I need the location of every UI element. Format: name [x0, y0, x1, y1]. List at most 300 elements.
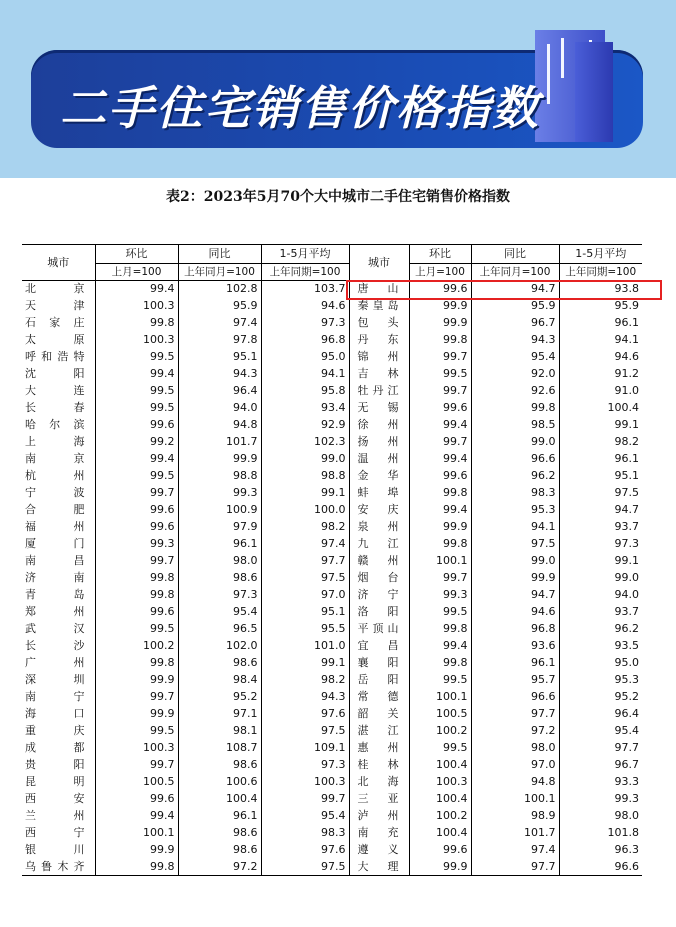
city-name-right: 九 江 — [349, 536, 409, 553]
table-row — [22, 315, 642, 332]
city-name-left: 广 州 — [25, 656, 85, 669]
value-yoy-left: 98.4 — [178, 672, 261, 689]
value-mom-left: 99.3 — [95, 536, 178, 553]
value-yoy-right: 101.7 — [471, 825, 559, 842]
value-avg-left: 95.8 — [261, 383, 349, 400]
value-yoy-left: 99.3 — [178, 485, 261, 502]
city-name-right: 秦皇岛 — [349, 298, 409, 315]
value-mom-right: 99.9 — [409, 859, 471, 876]
table-row — [22, 570, 642, 587]
value-mom-right: 99.9 — [409, 519, 471, 536]
value-yoy-left: 100.4 — [178, 791, 261, 808]
city-name-right: 岳 阳 — [349, 672, 409, 689]
value-mom-right: 99.4 — [409, 638, 471, 655]
value-yoy-left: 100.9 — [178, 502, 261, 519]
value-mom-right: 99.3 — [409, 587, 471, 604]
value-mom-left: 99.9 — [95, 842, 178, 859]
city-name-left: 北 京 — [25, 282, 85, 296]
city-name-left: 贵 阳 — [25, 758, 85, 771]
subheader-yoy-right: 上年同月=100 — [471, 264, 559, 281]
table-row — [22, 587, 642, 604]
value-yoy-right: 98.5 — [471, 417, 559, 434]
city-name-left: 兰 州 — [25, 809, 85, 822]
city-name-right: 平顶山 — [349, 621, 409, 638]
value-avg-right: 93.5 — [559, 638, 642, 655]
value-mom-right: 99.6 — [409, 400, 471, 417]
value-avg-left: 97.5 — [261, 859, 349, 876]
value-yoy-left: 97.3 — [178, 587, 261, 604]
value-avg-right: 96.1 — [559, 451, 642, 468]
table-row — [22, 417, 642, 434]
value-yoy-right: 96.8 — [471, 621, 559, 638]
table-row — [22, 536, 642, 553]
city-name-left: 郑 州 — [25, 605, 85, 618]
value-yoy-right: 99.9 — [471, 570, 559, 587]
table-row — [22, 468, 642, 485]
value-avg-left: 93.4 — [261, 400, 349, 417]
value-avg-right: 91.0 — [559, 383, 642, 400]
value-yoy-right: 96.7 — [471, 315, 559, 332]
value-avg-right: 100.4 — [559, 400, 642, 417]
table-row — [22, 434, 642, 451]
value-avg-right: 96.4 — [559, 706, 642, 723]
city-name-left: 宁 波 — [25, 486, 85, 499]
value-mom-right: 99.5 — [409, 672, 471, 689]
table-row — [22, 723, 642, 740]
value-avg-left: 101.0 — [261, 638, 349, 655]
value-yoy-left: 96.5 — [178, 621, 261, 638]
value-yoy-right: 98.0 — [471, 740, 559, 757]
city-name-right: 徐 州 — [349, 417, 409, 434]
value-mom-left: 99.8 — [95, 315, 178, 332]
value-avg-right: 95.9 — [559, 298, 642, 315]
value-avg-right: 93.7 — [559, 519, 642, 536]
value-avg-left: 99.7 — [261, 791, 349, 808]
table-row — [22, 808, 642, 825]
value-avg-right: 101.8 — [559, 825, 642, 842]
city-name-left: 银 川 — [25, 843, 85, 856]
value-yoy-left: 94.8 — [178, 417, 261, 434]
value-mom-left: 100.3 — [95, 740, 178, 757]
city-name-right: 常 德 — [349, 689, 409, 706]
value-yoy-right: 95.3 — [471, 502, 559, 519]
value-mom-left: 99.5 — [95, 621, 178, 638]
city-name-right: 湛 江 — [349, 723, 409, 740]
value-mom-left: 99.7 — [95, 553, 178, 570]
table-caption: 表2：2023年5月70个大中城市二手住宅销售价格指数 — [166, 189, 510, 205]
table-row — [22, 400, 642, 417]
value-yoy-left: 96.4 — [178, 383, 261, 400]
value-avg-left: 97.6 — [261, 706, 349, 723]
value-yoy-left: 95.9 — [178, 298, 261, 315]
value-yoy-right: 99.0 — [471, 553, 559, 570]
value-avg-left: 98.2 — [261, 519, 349, 536]
table-row — [22, 740, 642, 757]
value-avg-right: 94.7 — [559, 502, 642, 519]
value-yoy-right: 97.2 — [471, 723, 559, 740]
value-avg-right: 93.3 — [559, 774, 642, 791]
city-name-left: 西 宁 — [25, 826, 85, 839]
value-avg-right: 96.1 — [559, 315, 642, 332]
table-row — [22, 519, 642, 536]
table-row — [22, 604, 642, 621]
table-row — [22, 485, 642, 502]
city-name-right: 遵 义 — [349, 842, 409, 859]
value-mom-right: 100.2 — [409, 723, 471, 740]
table-row — [22, 638, 642, 655]
value-yoy-left: 98.0 — [178, 553, 261, 570]
value-avg-left: 92.9 — [261, 417, 349, 434]
value-avg-right: 97.3 — [559, 536, 642, 553]
header-city-right: 城市 — [349, 245, 409, 281]
value-mom-left: 99.6 — [95, 791, 178, 808]
value-yoy-left: 98.6 — [178, 842, 261, 859]
city-name-left: 武 汉 — [25, 622, 85, 635]
value-mom-left: 99.8 — [95, 570, 178, 587]
city-name-right: 赣 州 — [349, 553, 409, 570]
value-yoy-left: 97.4 — [178, 315, 261, 332]
table-row — [22, 689, 642, 706]
value-mom-left: 100.3 — [95, 332, 178, 349]
city-name-left: 长 春 — [25, 401, 85, 414]
value-avg-left: 98.2 — [261, 672, 349, 689]
value-mom-right: 99.5 — [409, 604, 471, 621]
value-avg-left: 97.4 — [261, 536, 349, 553]
value-yoy-right: 94.6 — [471, 604, 559, 621]
city-name-right: 惠 州 — [349, 740, 409, 757]
city-name-right: 安 庆 — [349, 502, 409, 519]
value-avg-right: 98.0 — [559, 808, 642, 825]
city-name-right: 泸 州 — [349, 808, 409, 825]
value-mom-left: 99.8 — [95, 859, 178, 876]
city-name-left: 大 连 — [25, 384, 85, 397]
value-yoy-left: 99.9 — [178, 451, 261, 468]
city-name-left: 哈尔滨 — [25, 418, 85, 431]
header-avg-right: 1-5月平均 — [559, 245, 642, 264]
value-yoy-left: 101.7 — [178, 434, 261, 451]
value-mom-right: 99.7 — [409, 349, 471, 366]
value-mom-right: 99.8 — [409, 536, 471, 553]
value-mom-left: 99.2 — [95, 434, 178, 451]
value-mom-right: 100.4 — [409, 791, 471, 808]
table-row — [22, 502, 642, 519]
value-mom-left: 99.6 — [95, 502, 178, 519]
value-yoy-left: 100.6 — [178, 774, 261, 791]
value-mom-left: 100.1 — [95, 825, 178, 842]
city-name-right: 北 海 — [349, 774, 409, 791]
value-mom-right: 99.8 — [409, 621, 471, 638]
value-avg-right: 96.3 — [559, 842, 642, 859]
city-name-right: 济 宁 — [349, 587, 409, 604]
value-avg-left: 95.1 — [261, 604, 349, 621]
city-name-left: 呼和浩特 — [25, 350, 85, 363]
value-yoy-right: 97.0 — [471, 757, 559, 774]
value-mom-right: 100.4 — [409, 757, 471, 774]
value-yoy-right: 100.1 — [471, 791, 559, 808]
city-name-right: 桂 林 — [349, 757, 409, 774]
value-avg-right: 99.1 — [559, 417, 642, 434]
city-name-left: 太 原 — [25, 333, 85, 346]
city-name-right: 扬 州 — [349, 434, 409, 451]
value-mom-right: 99.7 — [409, 434, 471, 451]
value-mom-left: 100.3 — [95, 298, 178, 315]
city-name-right: 南 充 — [349, 825, 409, 842]
value-mom-right: 99.7 — [409, 570, 471, 587]
city-name-left: 长 沙 — [25, 639, 85, 652]
value-yoy-left: 94.3 — [178, 366, 261, 383]
value-yoy-right: 95.7 — [471, 672, 559, 689]
value-yoy-right: 93.6 — [471, 638, 559, 655]
header-yoy-right: 同比 — [471, 245, 559, 264]
value-avg-right: 91.2 — [559, 366, 642, 383]
value-mom-left: 99.5 — [95, 383, 178, 400]
value-mom-right: 99.4 — [409, 451, 471, 468]
value-mom-right: 100.1 — [409, 689, 471, 706]
table-row — [22, 672, 642, 689]
city-name-right: 金 华 — [349, 468, 409, 485]
city-name-right: 襄 阳 — [349, 655, 409, 672]
value-avg-right: 97.5 — [559, 485, 642, 502]
value-mom-left: 99.5 — [95, 349, 178, 366]
table-row — [22, 383, 642, 400]
value-mom-left: 99.6 — [95, 417, 178, 434]
value-avg-right: 95.3 — [559, 672, 642, 689]
value-yoy-right: 94.7 — [471, 587, 559, 604]
city-name-left: 天 津 — [25, 299, 85, 312]
value-yoy-right: 95.9 — [471, 298, 559, 315]
value-yoy-right: 92.0 — [471, 366, 559, 383]
value-avg-right: 93.8 — [559, 281, 642, 298]
value-mom-left: 100.5 — [95, 774, 178, 791]
value-avg-right: 95.2 — [559, 689, 642, 706]
value-mom-right: 99.6 — [409, 281, 471, 298]
value-avg-right: 93.7 — [559, 604, 642, 621]
value-yoy-right: 98.9 — [471, 808, 559, 825]
city-name-left: 石家庄 — [25, 316, 85, 329]
table-body — [22, 281, 642, 876]
value-avg-right: 97.7 — [559, 740, 642, 757]
value-mom-left: 99.6 — [95, 519, 178, 536]
value-mom-left: 99.5 — [95, 468, 178, 485]
value-yoy-left: 97.8 — [178, 332, 261, 349]
value-yoy-left: 98.6 — [178, 825, 261, 842]
value-yoy-left: 97.1 — [178, 706, 261, 723]
city-name-left: 重 庆 — [25, 724, 85, 737]
header-city-left: 城市 — [22, 245, 95, 281]
building-graphic-side — [575, 42, 613, 142]
value-avg-left: 97.5 — [261, 570, 349, 587]
value-avg-left: 103.7 — [261, 281, 349, 298]
value-yoy-right: 99.0 — [471, 434, 559, 451]
value-avg-left: 98.8 — [261, 468, 349, 485]
value-yoy-right: 92.6 — [471, 383, 559, 400]
value-yoy-left: 97.9 — [178, 519, 261, 536]
value-avg-left: 97.3 — [261, 315, 349, 332]
value-yoy-left: 108.7 — [178, 740, 261, 757]
table-row — [22, 366, 642, 383]
city-name-right: 唐 山 — [349, 281, 409, 298]
city-name-left: 沈 阳 — [25, 367, 85, 380]
city-name-right: 无 锡 — [349, 400, 409, 417]
header-mom-right: 环比 — [409, 245, 471, 264]
value-mom-right: 100.2 — [409, 808, 471, 825]
table-row — [22, 621, 642, 638]
value-yoy-left: 98.8 — [178, 468, 261, 485]
value-mom-left: 99.8 — [95, 655, 178, 672]
table-row — [22, 451, 642, 468]
value-yoy-left: 95.4 — [178, 604, 261, 621]
value-yoy-right: 94.1 — [471, 519, 559, 536]
value-mom-right: 99.9 — [409, 315, 471, 332]
value-mom-left: 99.6 — [95, 604, 178, 621]
city-name-right: 蚌 埠 — [349, 485, 409, 502]
value-yoy-right: 94.7 — [471, 281, 559, 298]
city-name-right: 吉 林 — [349, 366, 409, 383]
value-avg-right: 94.0 — [559, 587, 642, 604]
table-row — [22, 791, 642, 808]
value-yoy-right: 96.6 — [471, 451, 559, 468]
city-name-left: 昆 明 — [25, 775, 85, 788]
value-yoy-right: 94.8 — [471, 774, 559, 791]
value-avg-left: 99.0 — [261, 451, 349, 468]
value-avg-left: 95.0 — [261, 349, 349, 366]
table-row — [22, 298, 642, 315]
city-name-right: 洛 阳 — [349, 604, 409, 621]
value-mom-right: 99.6 — [409, 842, 471, 859]
value-yoy-left: 96.1 — [178, 536, 261, 553]
value-avg-right: 95.1 — [559, 468, 642, 485]
subheader-mom-right: 上月=100 — [409, 264, 471, 281]
value-mom-left: 100.2 — [95, 638, 178, 655]
value-yoy-left: 98.6 — [178, 757, 261, 774]
table-row — [22, 825, 642, 842]
value-mom-left: 99.4 — [95, 451, 178, 468]
value-yoy-right: 97.4 — [471, 842, 559, 859]
value-avg-right: 99.3 — [559, 791, 642, 808]
city-name-right: 包 头 — [349, 315, 409, 332]
city-name-right: 三 亚 — [349, 791, 409, 808]
city-name-right: 泉 州 — [349, 519, 409, 536]
table-row — [22, 706, 642, 723]
city-name-right: 锦 州 — [349, 349, 409, 366]
value-avg-left: 99.1 — [261, 655, 349, 672]
value-avg-right: 94.6 — [559, 349, 642, 366]
value-yoy-left: 98.1 — [178, 723, 261, 740]
value-yoy-right: 97.5 — [471, 536, 559, 553]
value-yoy-right: 97.7 — [471, 706, 559, 723]
value-mom-left: 99.7 — [95, 757, 178, 774]
value-avg-right: 98.2 — [559, 434, 642, 451]
subheader-avg-left: 上年同期=100 — [261, 264, 349, 281]
city-name-right: 温 州 — [349, 451, 409, 468]
table-row — [22, 842, 642, 859]
city-name-left: 杭 州 — [25, 469, 85, 482]
table-row — [22, 281, 642, 298]
value-yoy-right: 96.6 — [471, 689, 559, 706]
value-avg-left: 97.3 — [261, 757, 349, 774]
city-name-left: 合 肥 — [25, 503, 85, 516]
value-mom-right: 99.7 — [409, 383, 471, 400]
value-mom-right: 99.5 — [409, 740, 471, 757]
value-mom-right: 99.6 — [409, 468, 471, 485]
value-avg-left: 100.3 — [261, 774, 349, 791]
city-name-left: 厦 门 — [25, 537, 85, 550]
value-avg-left: 109.1 — [261, 740, 349, 757]
value-avg-left: 94.6 — [261, 298, 349, 315]
table-row — [22, 553, 642, 570]
city-name-left: 福 州 — [25, 520, 85, 533]
value-yoy-left: 95.2 — [178, 689, 261, 706]
city-name-left: 青 岛 — [25, 588, 85, 601]
value-avg-left: 96.8 — [261, 332, 349, 349]
value-yoy-right: 98.3 — [471, 485, 559, 502]
city-name-left: 济 南 — [25, 571, 85, 584]
city-name-right: 丹 东 — [349, 332, 409, 349]
value-yoy-left: 96.1 — [178, 808, 261, 825]
value-mom-right: 99.5 — [409, 366, 471, 383]
value-mom-left: 99.7 — [95, 485, 178, 502]
value-avg-right: 99.0 — [559, 570, 642, 587]
value-mom-left: 99.9 — [95, 672, 178, 689]
value-avg-left: 95.4 — [261, 808, 349, 825]
value-avg-left: 97.5 — [261, 723, 349, 740]
table-row — [22, 757, 642, 774]
value-avg-right: 96.6 — [559, 859, 642, 876]
value-yoy-left: 102.8 — [178, 281, 261, 298]
value-mom-left: 99.8 — [95, 587, 178, 604]
value-avg-right: 94.1 — [559, 332, 642, 349]
city-name-right: 大 理 — [349, 859, 409, 876]
value-yoy-left: 102.0 — [178, 638, 261, 655]
value-mom-right: 99.4 — [409, 502, 471, 519]
table-row — [22, 332, 642, 349]
value-avg-left: 97.0 — [261, 587, 349, 604]
value-yoy-left: 95.1 — [178, 349, 261, 366]
value-yoy-right: 96.1 — [471, 655, 559, 672]
city-name-left: 海 口 — [25, 707, 85, 720]
value-yoy-right: 99.8 — [471, 400, 559, 417]
value-yoy-left: 97.2 — [178, 859, 261, 876]
value-mom-left: 99.7 — [95, 689, 178, 706]
city-name-left: 成 都 — [25, 741, 85, 754]
city-name-right: 牡丹江 — [349, 383, 409, 400]
value-mom-right: 99.8 — [409, 332, 471, 349]
value-yoy-left: 94.0 — [178, 400, 261, 417]
value-avg-right: 95.0 — [559, 655, 642, 672]
value-avg-right: 99.1 — [559, 553, 642, 570]
value-mom-left: 99.9 — [95, 706, 178, 723]
value-avg-left: 94.3 — [261, 689, 349, 706]
subheader-avg-right: 上年同期=100 — [559, 264, 642, 281]
value-yoy-right: 96.2 — [471, 468, 559, 485]
value-mom-right: 100.1 — [409, 553, 471, 570]
value-mom-left: 99.4 — [95, 281, 178, 298]
city-name-left: 深 圳 — [25, 673, 85, 686]
subheader-mom-left: 上月=100 — [95, 264, 178, 281]
banner-title: 二手住宅销售价格指数 — [60, 81, 540, 135]
value-avg-left: 94.1 — [261, 366, 349, 383]
value-avg-left: 97.7 — [261, 553, 349, 570]
value-avg-left: 97.6 — [261, 842, 349, 859]
value-yoy-left: 98.6 — [178, 655, 261, 672]
value-mom-right: 100.5 — [409, 706, 471, 723]
value-avg-left: 99.1 — [261, 485, 349, 502]
value-yoy-right: 95.4 — [471, 349, 559, 366]
value-yoy-left: 98.6 — [178, 570, 261, 587]
city-name-left: 南 昌 — [25, 554, 85, 567]
value-mom-right: 100.4 — [409, 825, 471, 842]
value-mom-right: 99.8 — [409, 655, 471, 672]
